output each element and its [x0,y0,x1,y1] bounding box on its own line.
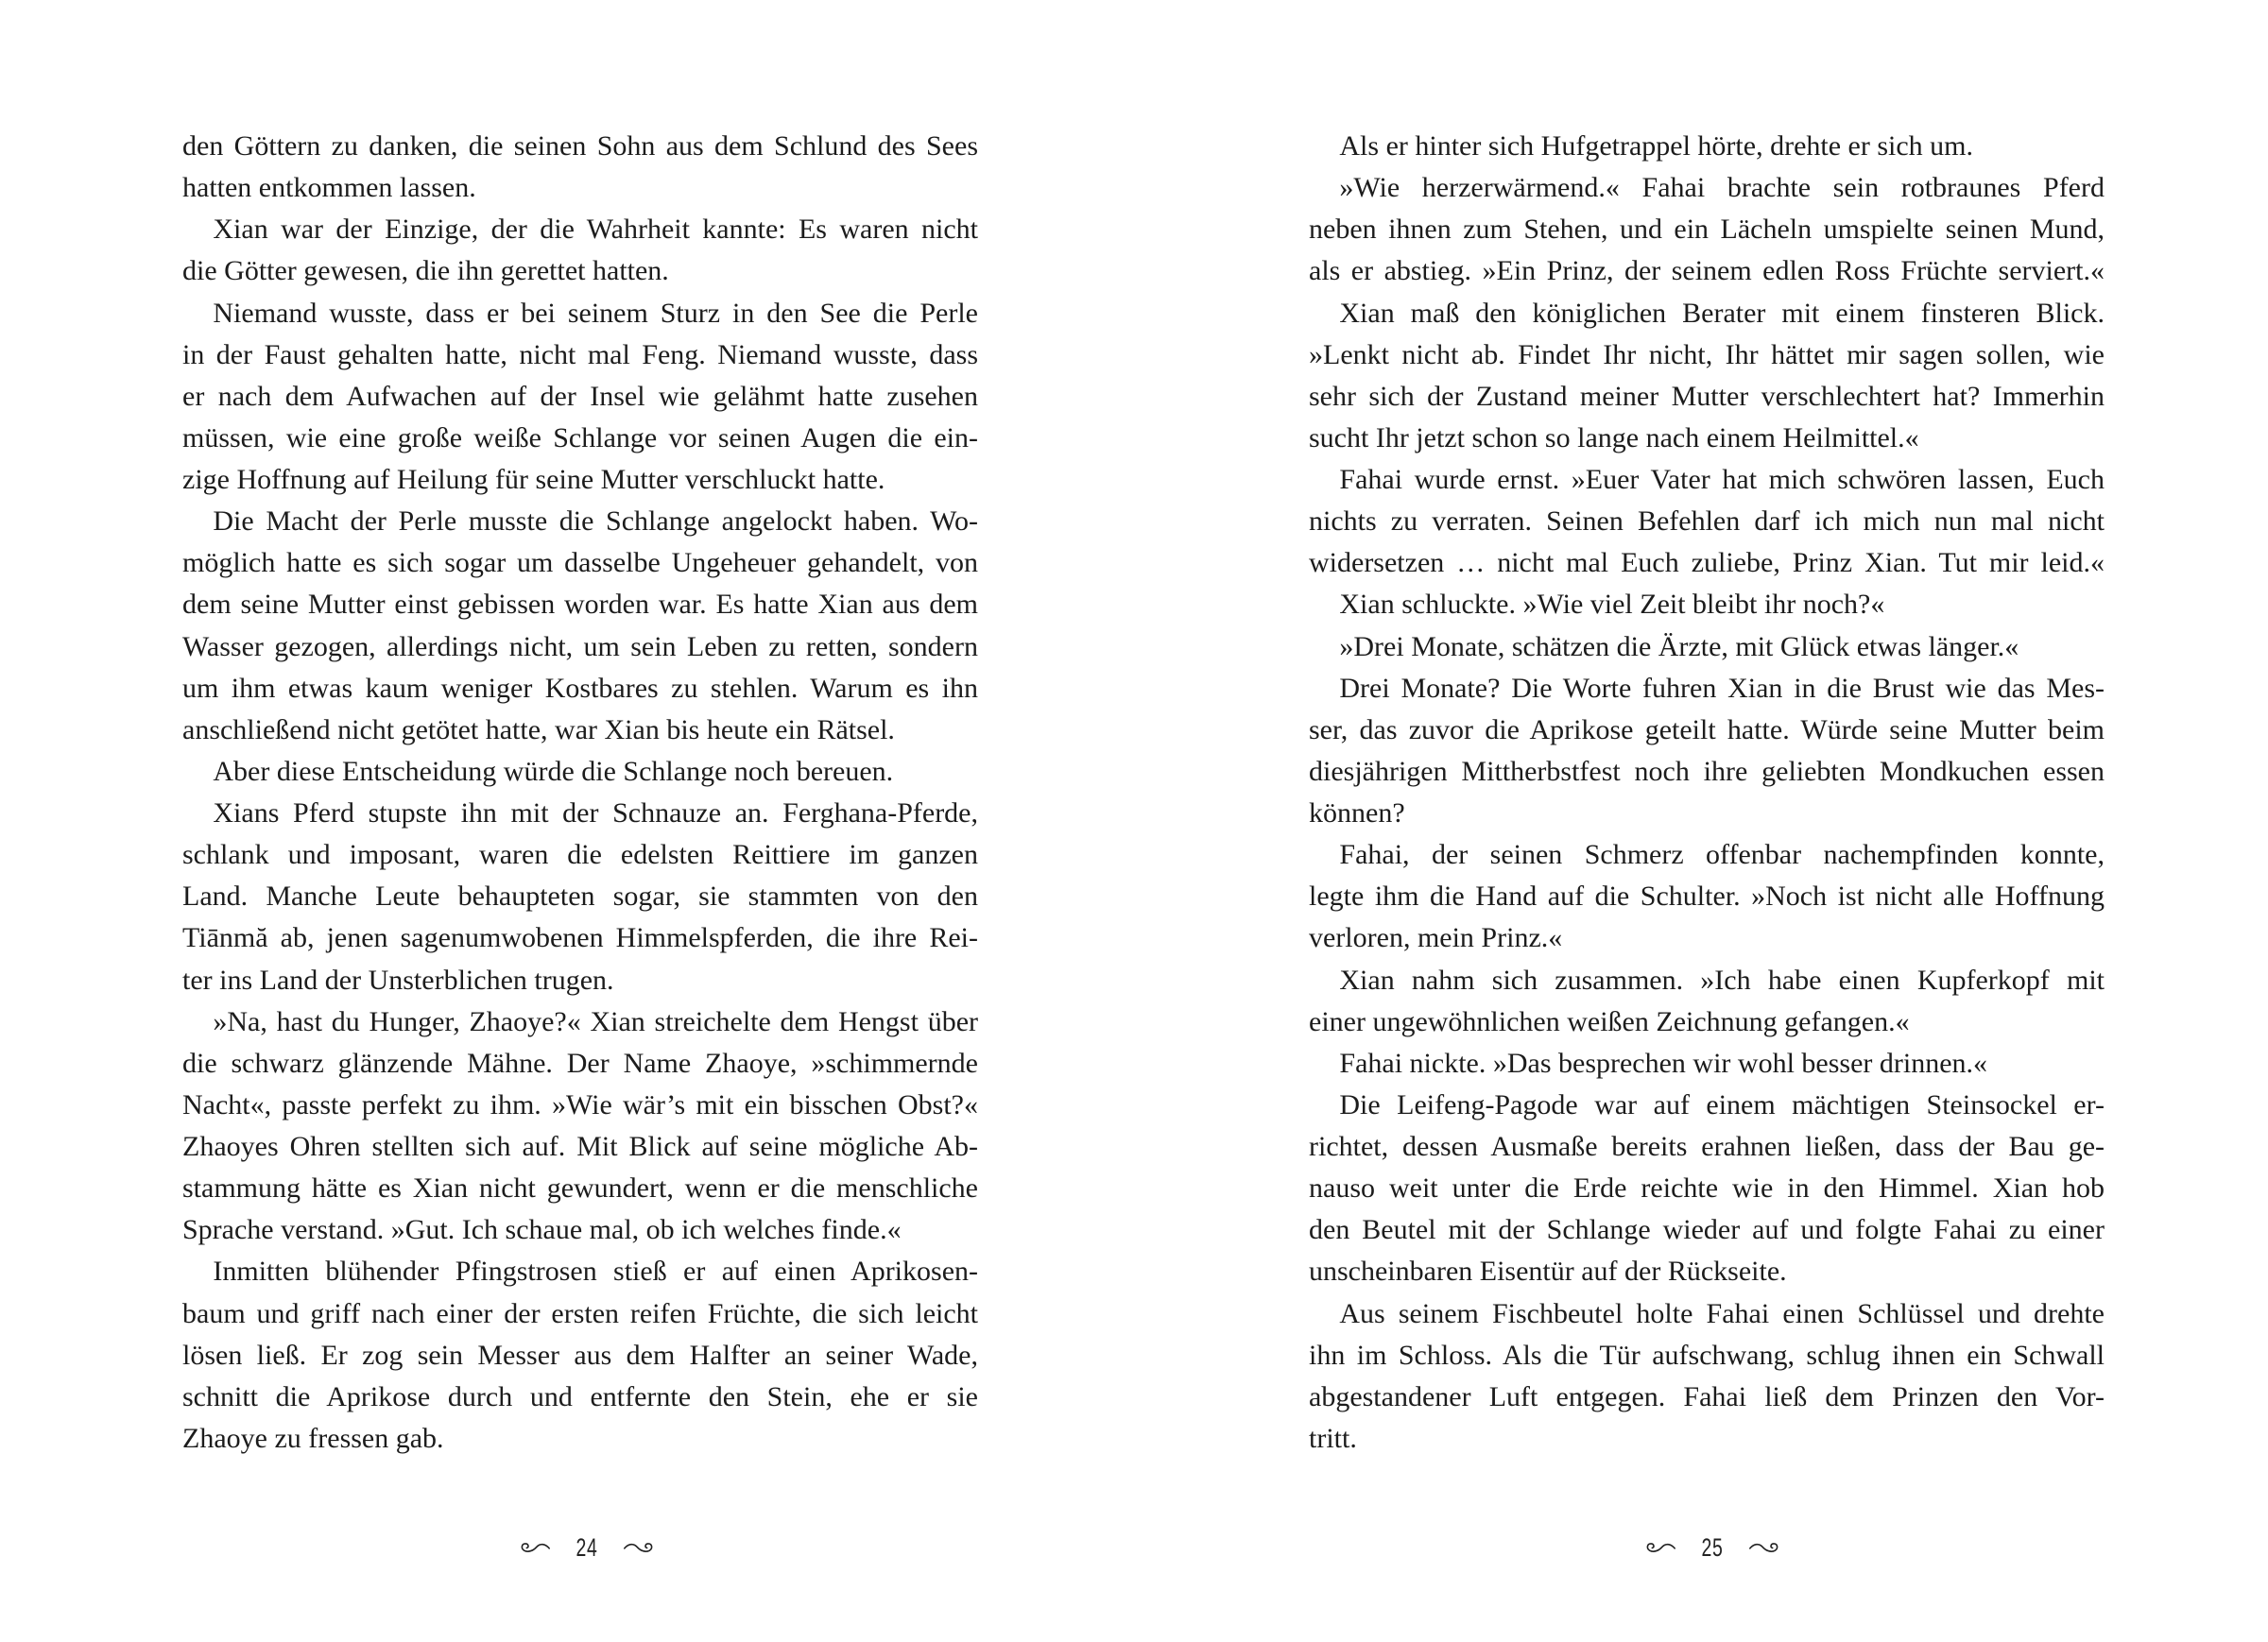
page-number: 25 [1701,1533,1724,1562]
text-line: »Lenkt nicht ab. Findet Ihr nicht, Ihr hättet mir sagen sollen, wie [1309,338,2105,370]
text-line: Drei Monate? Die Worte fuhren Xian in die Brust wie das Mes- [1339,672,2105,704]
paragraph [182,1251,978,1460]
text-line: Als er hinter sich Hufgetrappel hörte, drehte er sich um. [1339,130,1973,162]
text-line: ihn im Schloss. Als die Tür aufschwang, schlug ihnen ein Schwall [1309,1339,2105,1371]
text-line: den Beutel mit der Schlange wieder auf und folgte Fahai zu einer [1309,1214,2105,1246]
swirl-ornament-icon [516,1539,552,1556]
paragraph [1309,459,2105,584]
text-line: Aber diese Entscheidung würde die Schlange noch bereuen. [213,755,894,787]
text-line: Fahai nickte. »Das besprechen wir wohl besser drinnen.« [1339,1047,1988,1079]
text-line: widersetzen … nicht mal Euch zuliebe, Prinz Xian. Tut mir leid.« [1309,547,2105,579]
text-line: Die Leifeng-Pagode war auf einem mächtigen Steinsockel er- [1339,1088,2105,1120]
paragraph [1309,834,2105,959]
page-number: 24 [576,1533,598,1562]
text-line: um ihm etwas kaum weniger Kostbares zu stehlen. Warum es ihn [182,672,978,704]
text-line: möglich hatte es sich sogar um dasselbe Ungeheuer gehandelt, von [182,547,978,579]
swirl-ornament-icon [622,1539,658,1556]
swirl-ornament-icon [1747,1539,1783,1556]
paragraph [182,293,978,502]
text-line: ser, das zuvor die Aprikose geteilt hatte. Würde seine Mutter beim [1309,713,2105,745]
left-page-footer [445,1529,729,1566]
text-line: Xian schluckte. »Wie viel Zeit bleibt ihr noch?« [1339,589,1885,621]
paragraph [182,209,978,292]
text-line: schlank und imposant, waren die edelsten Reittiere im ganzen [182,839,978,871]
text-line: Xians Pferd stupste ihn mit der Schnauze an. Ferghana-Pferde, [213,797,978,829]
paragraph [1309,1085,2105,1293]
text-line: nichts zu verraten. Seinen Befehlen darf ich mich nun mal nicht [1309,505,2105,538]
paragraph [1309,1293,2105,1461]
text-line: zige Hoffnung auf Heilung für seine Mutter verschluckt hatte. [182,464,885,495]
text-line: stammung hätte es Xian nicht gewundert, wenn er die menschliche [182,1172,978,1205]
swirl-ornament-icon [1641,1539,1677,1556]
text-line: er nach dem Aufwachen auf der Insel wie gelähmt hatte zusehen [182,380,978,412]
text-line: einer ungewöhnlichen weißen Zeichnung gefangen.« [1309,1005,1910,1037]
paragraph [1309,626,2105,668]
text-line: Zhaoye zu fressen gab. [182,1422,444,1454]
text-line: die schwarz glänzende Mähne. Der Name Zhaoye, »schimmernde [182,1047,978,1079]
text-line: unscheinbaren Eisentür auf der Rückseite. [1309,1256,1787,1288]
paragraph [182,126,978,209]
paragraph [182,1001,978,1252]
text-line: Xian war der Einzige, der die Wahrheit kannte: Es waren nicht [213,214,978,246]
text-line: Xian maß den königlichen Berater mit einem finsteren Blick. [1339,297,2105,329]
text-line: dem seine Mutter einst gebissen worden war. Es hatte Xian aus dem [182,589,978,621]
left-text-column [182,126,978,1460]
right-text-column [1309,126,2105,1460]
text-line: Aus seinem Fischbeutel holte Fahai einen Schlüssel und drehte [1339,1297,2105,1329]
text-line: hatten entkommen lassen. [182,172,476,204]
text-line: Nacht«, passte perfekt zu ihm. »Wie wär’s mit ein bisschen Obst?« [182,1088,978,1120]
text-line: tritt. [1309,1422,1357,1454]
text-line: Land. Manche Leute behaupteten sogar, sie stammten von den [182,881,978,913]
right-page-footer [1571,1529,1854,1566]
paragraph [1309,167,2105,292]
paragraph [1309,126,2105,167]
paragraph [1309,584,2105,625]
paragraph [182,751,978,793]
text-line: können? [1309,797,1405,829]
text-line: »Drei Monate, schätzen die Ärzte, mit Glück etwas länger.« [1339,630,2019,662]
text-line: verloren, mein Prinz.« [1309,922,1563,954]
text-line: Sprache verstand. »Gut. Ich schaue mal, ob ich welches finde.« [182,1214,902,1246]
text-line: Xian nahm sich zusammen. »Ich habe einen Kupferkopf mit [1339,964,2105,996]
text-line: lösen ließ. Er zog sein Messer aus dem Halfter an seiner Wade, [182,1339,978,1371]
text-line: Die Macht der Perle musste die Schlange angelockt haben. Wo- [213,505,978,538]
text-line: Fahai, der seinen Schmerz offenbar nachempfinden konnte, [1339,839,2105,871]
right-page [1134,0,2268,1642]
paragraph [182,793,978,1001]
paragraph [1309,293,2105,460]
text-line: den Göttern zu danken, die seinen Sohn aus dem Schlund des Sees [182,130,978,162]
text-line: sehr sich der Zustand meiner Mutter verschlechtert hat? Immerhin [1309,380,2105,412]
text-line: Zhaoyes Ohren stellten sich auf. Mit Blick auf seine mögliche Ab- [182,1131,978,1162]
paragraph [1309,668,2105,835]
text-line: schnitt die Aprikose durch und entfernte den Stein, ehe er sie [182,1380,978,1412]
text-line: »Na, hast du Hunger, Zhaoye?« Xian streichelte dem Hengst über [213,1005,978,1037]
text-line: anschließend nicht getötet hatte, war Xian bis heute ein Rätsel. [182,713,895,745]
text-line: als er abstieg. »Ein Prinz, der seinem edlen Ross Früchte serviert.« [1309,255,2105,287]
paragraph [1309,1043,2105,1085]
text-line: Fahai wurde ernst. »Euer Vater hat mich schwören lassen, Euch [1339,464,2105,495]
text-line: Tiānmă ab, jenen sagenumwobenen Himmelspferden, die ihre Rei- [182,922,978,954]
text-line: legte ihm die Hand auf die Schulter. »Noch ist nicht alle Hoffnung [1309,881,2105,913]
text-line: in der Faust gehalten hatte, nicht mal Feng. Niemand wusste, dass [182,338,978,370]
text-line: neben ihnen zum Stehen, und ein Lächeln umspielte seinen Mund, [1309,214,2105,246]
text-line: diesjährigen Mittherbstfest noch ihre geliebten Mondkuchen essen [1309,755,2105,787]
text-line: Niemand wusste, dass er bei seinem Sturz in den See die Perle [213,297,978,329]
paragraph [182,501,978,751]
text-line: ter ins Land der Unsterblichen trugen. [182,964,614,996]
paragraph [1309,960,2105,1043]
text-line: nauso weit unter die Erde reichte wie in den Himmel. Xian hob [1309,1172,2105,1205]
text-line: Inmitten blühender Pfingstrosen stieß er auf einen Aprikosen- [213,1256,978,1288]
text-line: sucht Ihr jetzt schon so lange nach einem Heilmittel.« [1309,421,1919,453]
text-line: abgestandener Luft entgegen. Fahai ließ dem Prinzen den Vor- [1309,1380,2105,1412]
text-line: richtet, dessen Ausmaße bereits erahnen ließen, dass der Bau ge- [1309,1131,2105,1162]
text-line: Wasser gezogen, allerdings nicht, um sein Leben zu retten, sondern [182,630,978,662]
text-line: baum und griff nach einer der ersten reifen Früchte, die sich leicht [182,1297,978,1329]
text-line: die Götter gewesen, die ihn gerettet hatten. [182,255,669,287]
text-line: müssen, wie eine große weiße Schlange vor seinen Augen die ein- [182,421,978,453]
text-line: »Wie herzerwärmend.« Fahai brachte sein rotbraunes Pferd [1339,172,2105,204]
